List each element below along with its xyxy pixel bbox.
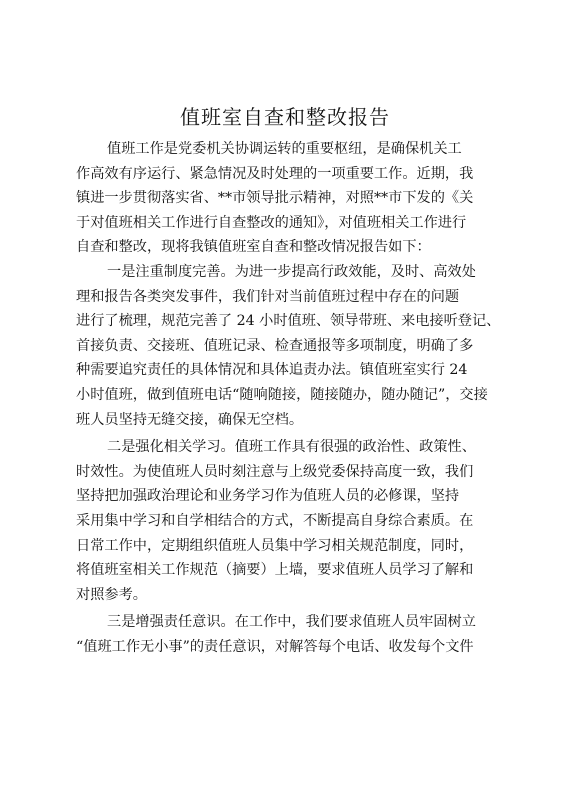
paragraph-3-line-1: 二是强化相关学习。值班工作具有很强的政治性、政策性、 (107, 439, 476, 456)
paragraph-1-line-3: 镇进一步贯彻落实省、**市领导批示精神，对照**市下发的《关 (76, 190, 474, 207)
paragraph-1-line-2: 作高效有序运行、紧急情况及时处理的一项重要工作。近期，我 (76, 165, 474, 182)
paragraph-2-line-2: 理和报告各类突发事件，我们针对当前值班过程中存在的问题 (76, 288, 460, 305)
paragraph-2-line-5: 种需要追究责任的具体情况和具体追责办法。镇值班室实行 24 (76, 362, 468, 379)
paragraph-3-line-2: 时效性。为使值班人员时刻注意与上级党委保持高度一致，我们 (76, 463, 474, 480)
paragraph-3-line-5: 日常工作中，定期组织值班人员集中学习相关规范制度，同时， (76, 537, 474, 554)
paragraph-4-line-2: “值班工作无小事”的责任意识，对解答每个电话、收发每个文件 (76, 638, 474, 655)
paragraph-1-line-5: 自查和整改，现将我镇值班室自查和整改情况报告如下： (76, 239, 431, 256)
paragraph-2-line-4: 首接负责、交接班、值班记录、检查通报等多项制度，明确了多 (76, 337, 474, 354)
document-body (76, 137, 506, 659)
paragraph-2-line-7: 班人员坚持无缝交接，确保无空档。 (76, 411, 304, 428)
paragraph-2-line-3: 进行了梳理，规范完善了 24 小时值班、领导带班、来电接听登记、 (76, 313, 501, 330)
paragraph-4-line-1: 三是增强责任意识。在工作中，我们要求值班人员牢固树立 (107, 614, 476, 631)
paragraph-3-line-3: 坚持把加强政治理论和业务学习作为值班人员的必修课，坚持 (76, 488, 460, 505)
document-title: 值班室自查和整改报告 (180, 105, 390, 129)
paragraph-3-line-6: 将值班室相关工作规范（摘要）上墙，要求值班人员学习了解和 (76, 562, 474, 579)
paragraph-1-line-4: 于对值班相关工作进行自查整改的通知》，对值班相关工作进行 (76, 214, 467, 231)
paragraph-3-line-4: 采用集中学习和自学相结合的方式，不断提高自身综合素质。在 (76, 512, 474, 529)
paragraph-2-line-6: 小时值班，做到值班电话“随响随接，随接随办，随办随记”，交接 (76, 386, 488, 403)
paragraph-3-line-7: 对照参考。 (76, 586, 147, 603)
paragraph-2-line-1: 一是注重制度完善。为进一步提高行政效能，及时、高效处 (107, 263, 476, 280)
paragraph-1-line-1: 值班工作是党委机关协调运转的重要枢纽，是确保机关工 (107, 141, 462, 157)
